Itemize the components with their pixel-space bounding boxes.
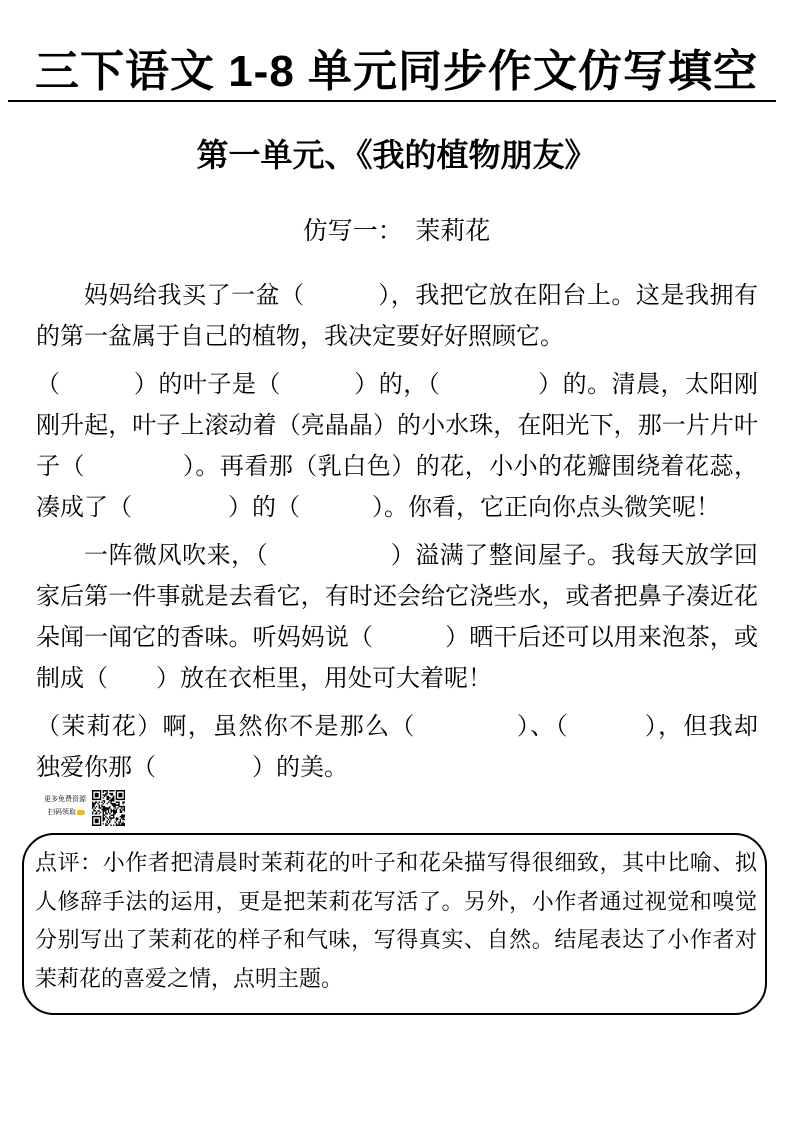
paragraph-4 [36,707,758,789]
paragraph-line: 妈妈给我买了一盆（ ），我把它放在阳台上。这是我拥有 [84,283,758,309]
paragraph-1 [36,276,758,358]
title-divider [8,100,776,102]
paragraph-line: 凑成了（ ）的（ ）。你看，它正向你点头微笑呢！ [36,495,720,521]
review-comment-box [22,833,767,1015]
comment-line: 分别写出了茉莉花的样子和气味，写得真实、自然。结尾表达了小作者对 [35,927,757,952]
unit-title: 第一单元、《我的植物朋友》 [196,137,597,173]
paragraph-2 [36,365,758,529]
paragraph-line: 制成（ ）放在衣柜里，用处可大着呢！ [36,666,492,692]
paragraph-line: （ ）的叶子是（ ）的，（ ）的。清晨，太阳刚 [36,372,758,398]
document-title: 三下语文 1-8 单元同步作文仿写填空 [34,47,759,96]
paragraph-line: 独爱你那（ ）的美。 [36,755,348,781]
paragraph-line: 朵闻一闻它的香味。听妈妈说（ ）晒干后还可以用来泡茶，或 [36,625,758,651]
pointing-hand-icon [77,810,85,815]
essay-body [36,276,758,796]
comment-line: 人修辞手法的运用，更是把茉莉花写活了。另外，小作者通过视觉和嗅觉 [35,888,757,914]
qr-caption-text: 扫码领取 [48,809,76,816]
paragraph-line: （茉莉花）啊，虽然你不是那么（ ）、（ ），但我却 [36,714,758,740]
paragraph-line: 家后第一件事就是去看它，有时还会给它浇些水，或者把鼻子凑近花 [36,584,758,610]
comment-line: 点评：小作者把清晨时茉莉花的叶子和花朵描写得很细致，其中比喻、拟 [35,850,757,875]
qr-promo [42,789,128,827]
paragraph-line: 一阵微风吹来，（ ）溢满了整间屋子。我每天放学回 [84,543,758,569]
qr-caption-line-1: 更多免费资源 [44,796,86,803]
paragraph-line: 子（ ）。再看那（乳白色）的花，小小的花瓣围绕着花蕊， [36,454,758,480]
qr-caption-line-2 [48,808,85,817]
section-heading: 仿写一： 茉莉花 [302,218,491,245]
qr-code [92,790,125,826]
paragraph-3 [36,536,758,700]
paragraph-line: 的第一盆属于自己的植物，我决定要好好照顾它。 [36,324,564,350]
paragraph-line: 刚升起，叶子上滚动着（亮晶晶）的小水珠，在阳光下，那一片片叶 [36,413,758,439]
comment-line: 茉莉花的喜爱之情，点明主题。 [35,965,344,991]
